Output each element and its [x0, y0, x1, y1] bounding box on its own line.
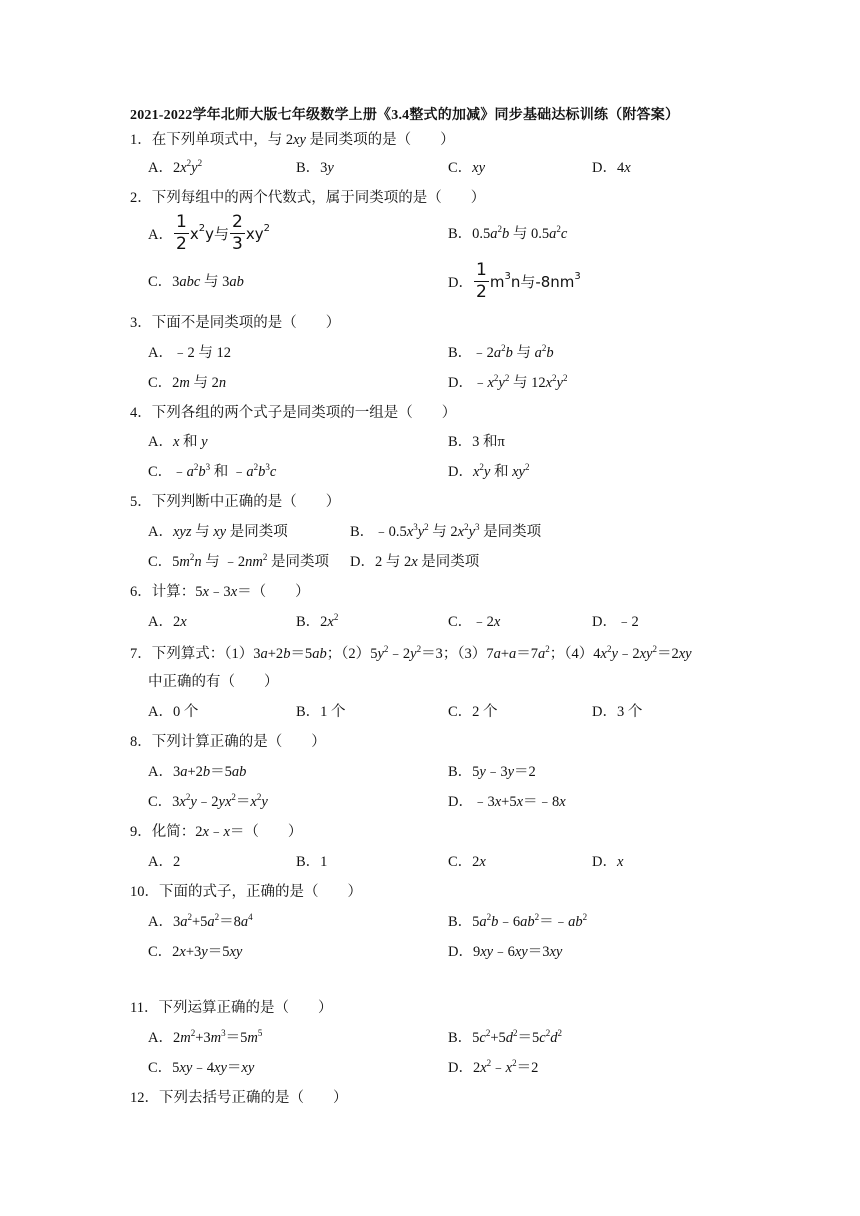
q4-option-d[interactable]: D．$x^2y$ 和 $xy^2$ [448, 462, 530, 480]
q1-option-d[interactable]: D．4x [592, 160, 631, 176]
q6-option-b[interactable]: B．$2x^2$ [296, 612, 339, 630]
fraction-1-2: $\frac{1}{2}$ [175, 212, 187, 254]
q6-option-a[interactable]: A．2x [148, 614, 187, 630]
question-12: 12．下列去括号正确的是（ ） [130, 1090, 348, 1106]
q7-option-d[interactable]: D．3 个 [592, 704, 643, 720]
question-3: 3．下面不是同类项的是（ ） [130, 315, 341, 331]
q5-option-a[interactable]: A．xyz 与 xy 是同类项 [148, 524, 288, 540]
question-6: 6．计算：5x﹣3x＝（ ） [130, 584, 310, 600]
q2-option-d[interactable]: D． $\frac{1}{2}$ $m^3n$与$-8nm^3$ [448, 260, 581, 302]
q11-option-c[interactable]: C．5xy﹣4xy＝xy [148, 1060, 255, 1076]
question-9: 9．化简：2x﹣x＝（ ） [130, 824, 303, 840]
q3-option-a[interactable]: A．﹣2 与 12 [148, 345, 231, 361]
q9-option-d[interactable]: D．x [592, 854, 624, 870]
question-5: 5．下列判断中正确的是（ ） [130, 494, 341, 510]
q2-option-c[interactable]: C．3abc 与 3ab [148, 274, 244, 290]
q3-option-b[interactable]: B．$﹣2a^2b$ 与 $a^2b$ [448, 343, 554, 361]
q1-option-b[interactable]: B．3y [296, 160, 334, 176]
q5-option-c[interactable]: C．$5m^2n$ 与 $﹣2nm^2$ 是同类项 [148, 552, 330, 570]
question-10: 10．下面的式子，正确的是（ ） [130, 884, 362, 900]
question-1: 1．在下列单项式中，与 2xy 是同类项的是（ ） [130, 132, 455, 148]
q8-option-b[interactable]: B．5y﹣3y＝2 [448, 764, 536, 780]
q7-option-b[interactable]: B．1 个 [296, 704, 346, 720]
q1-option-c[interactable]: C．xy [448, 160, 486, 176]
document-title: 2021-2022学年北师大版七年级数学上册《3.4整式的加减》同步基础达标训练（附答案） [130, 108, 680, 123]
question-8: 8．下列计算正确的是（ ） [130, 734, 326, 750]
q8-option-a[interactable]: A．3a+2b＝5ab [148, 764, 247, 780]
q11-option-b[interactable]: B．$5c^2+5d^2=5c^2d^2$ [448, 1028, 562, 1046]
q1-option-a[interactable]: A．$2x^2y^2$ [148, 158, 203, 176]
q3-option-c[interactable]: C．2m 与 2n [148, 375, 227, 391]
fraction-1-2-d: $\frac{1}{2}$ [475, 260, 487, 302]
question-7-line-2: 中正确的有（ ） [148, 674, 279, 690]
q10-option-b[interactable]: B．$5a^2b﹣6ab^2=﹣ab^2$ [448, 912, 588, 930]
q10-option-d[interactable]: D．9xy﹣6xy＝3xy [448, 944, 563, 960]
question-4: 4．下列各组的两个式子是同类项的一组是（ ） [130, 405, 457, 421]
q5-option-b[interactable]: B．$﹣0.5x^3y^2$ 与 $2x^2y^3$ 是同类项 [350, 522, 542, 540]
q10-option-c[interactable]: C．2x+3y＝5xy [148, 944, 243, 960]
question-7-line-1: 7．下列算式：（1）3a+2b＝5ab；$(2)5y^2﹣2y^2=3$；$(3)7a+a=7a^2$；$(4)4x^2y﹣2xy^2=2xy$ [130, 644, 692, 662]
q11-option-d[interactable]: D．$2x^2﹣x^2=2$ [448, 1058, 539, 1076]
q9-option-b[interactable]: B．1 [296, 854, 328, 870]
q4-option-b[interactable]: B．3 和π [448, 434, 505, 450]
q2-option-a[interactable]: A． $\frac{1}{2}$ $x^2y$与 $\frac{2}{3}$ $xy^2$ [148, 212, 270, 254]
q8-option-c[interactable]: C．$3x^2y﹣2yx^2=x^2y$ [148, 792, 268, 810]
q9-option-a[interactable]: A．2 [148, 854, 181, 870]
q5-option-d[interactable]: D．2 与 2x 是同类项 [350, 554, 480, 570]
q9-option-c[interactable]: C．2x [448, 854, 486, 870]
question-11: 11．下列运算正确的是（ ） [130, 1000, 333, 1016]
fraction-2-3: $\frac{2}{3}$ [231, 212, 243, 254]
question-2: 2．下列每组中的两个代数式，属于同类项的是（ ） [130, 190, 486, 206]
q6-option-d[interactable]: D．﹣2 [592, 614, 639, 630]
q3-option-d[interactable]: D．$﹣x^2y^2$ 与 $12x^2y^2$ [448, 373, 568, 391]
q4-option-a[interactable]: A．x 和 y [148, 434, 208, 450]
q11-option-a[interactable]: A．$2m^2+3m^3=5m^5$ [148, 1028, 263, 1046]
q10-option-a[interactable]: A．$3a^2+5a^2=8a^4$ [148, 912, 253, 930]
q4-option-c[interactable]: C．$﹣a^2b^3$ 和 $﹣a^2b^3c$ [148, 462, 277, 480]
q6-option-c[interactable]: C．﹣2x [448, 614, 501, 630]
q2-option-b[interactable]: B．$0.5a^2b$ 与 $0.5a^2c$ [448, 224, 568, 242]
q7-option-a[interactable]: A．0 个 [148, 704, 199, 720]
q8-option-d[interactable]: D．﹣3x+5x＝﹣8x [448, 794, 566, 810]
q7-option-c[interactable]: C．2 个 [448, 704, 498, 720]
